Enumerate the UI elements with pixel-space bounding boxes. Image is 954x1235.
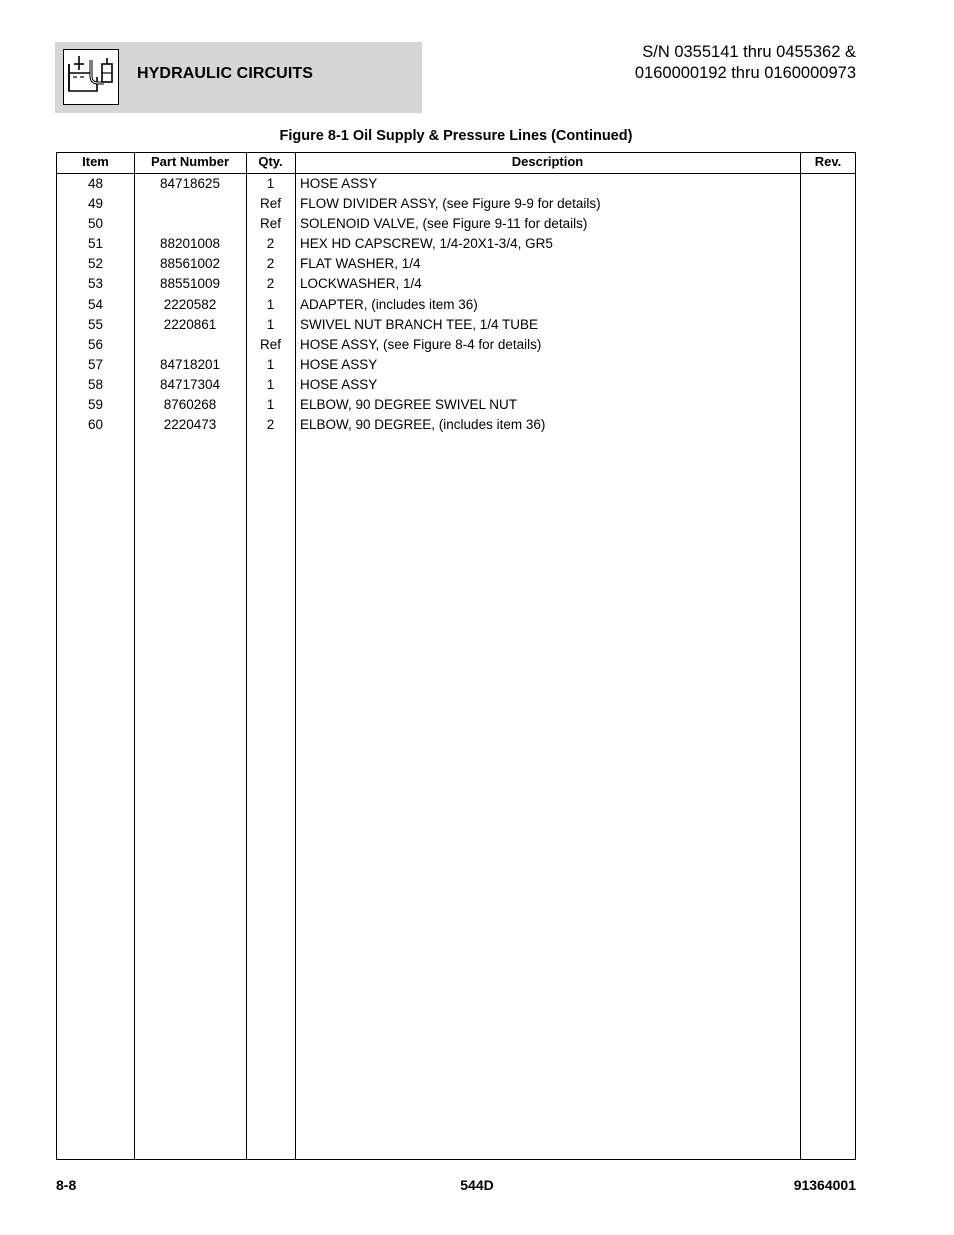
column-header-part-number: Part Number — [150, 154, 230, 169]
part-number-cell: 8760268 — [163, 397, 217, 413]
page-number: 8-8 — [56, 1177, 77, 1193]
table-row — [57, 355, 855, 375]
part-number-cell: 2220473 — [163, 417, 217, 433]
item-cell: 56 — [87, 336, 104, 352]
description-cell: FLOW DIVIDER ASSY, (see Figure 9-9 for details) — [300, 196, 601, 212]
item-cell: 60 — [87, 417, 104, 433]
description-cell: LOCKWASHER, 1/4 — [300, 276, 422, 292]
part-number-cell: 2220861 — [163, 316, 217, 332]
description-cell: SOLENOID VALVE, (see Figure 9-11 for details) — [300, 216, 588, 232]
table-row — [57, 174, 855, 194]
model-name: 544D — [460, 1177, 494, 1193]
item-cell: 59 — [87, 397, 104, 413]
table-row — [57, 415, 855, 435]
table-row — [57, 254, 855, 274]
qty-cell: 2 — [266, 417, 275, 433]
description-cell: HOSE ASSY, (see Figure 8-4 for details) — [300, 336, 542, 352]
item-cell: 48 — [87, 176, 104, 191]
qty-cell: 1 — [266, 356, 275, 372]
serial-line-1: S/N 0355141 thru 0455362 & — [642, 43, 856, 61]
qty-cell: 1 — [266, 176, 275, 191]
table-row — [57, 295, 855, 315]
part-number-cell: 88551009 — [159, 276, 221, 292]
item-cell: 57 — [87, 356, 104, 372]
column-header-description: Description — [511, 154, 584, 169]
hydraulic-reservoir-icon — [63, 49, 119, 105]
part-number-cell: 84717304 — [159, 376, 221, 392]
description-cell: FLAT WASHER, 1/4 — [300, 256, 421, 272]
item-cell: 52 — [87, 256, 104, 272]
item-cell: 54 — [87, 296, 104, 312]
qty-cell: 2 — [266, 256, 275, 272]
qty-cell: 1 — [266, 376, 275, 392]
table-row — [57, 315, 855, 335]
description-cell: HOSE ASSY — [300, 176, 378, 191]
part-number-cell: 84718201 — [159, 356, 221, 372]
part-number-cell: 88561002 — [159, 256, 221, 272]
qty-cell: Ref — [259, 336, 281, 352]
part-number-cell: 88201008 — [159, 236, 221, 252]
qty-cell: Ref — [259, 216, 281, 232]
description-cell: HOSE ASSY — [300, 376, 378, 392]
table-row — [57, 234, 855, 254]
part-number-cell: 2220582 — [163, 296, 217, 312]
description-cell: ADAPTER, (includes item 36) — [300, 296, 478, 312]
table-row — [57, 375, 855, 395]
qty-cell: 2 — [266, 276, 275, 292]
serial-line-2: 0160000192 thru 0160000973 — [634, 64, 856, 82]
table-body — [57, 174, 855, 435]
parts-table — [56, 152, 856, 1160]
qty-cell: Ref — [259, 196, 281, 212]
item-cell: 58 — [87, 376, 104, 392]
figure-title: Figure 8-1 Oil Supply & Pressure Lines (Continued) — [279, 128, 633, 144]
description-cell: SWIVEL NUT BRANCH TEE, 1/4 TUBE — [300, 316, 539, 332]
qty-cell: 1 — [266, 397, 275, 413]
document-number: 91364001 — [793, 1177, 856, 1193]
item-cell: 49 — [87, 196, 104, 212]
table-row — [57, 214, 855, 234]
item-cell: 50 — [87, 216, 104, 232]
qty-cell: 1 — [266, 316, 275, 332]
column-header-qty: Qty. — [258, 154, 283, 169]
qty-cell: 1 — [266, 296, 275, 312]
description-cell: HOSE ASSY — [300, 356, 378, 372]
part-number-cell: 84718625 — [159, 176, 221, 191]
item-cell: 53 — [87, 276, 104, 292]
item-cell: 51 — [87, 236, 104, 252]
description-cell: ELBOW, 90 DEGREE SWIVEL NUT — [300, 397, 518, 413]
item-cell: 55 — [87, 316, 104, 332]
table-row — [57, 335, 855, 355]
table-row — [57, 274, 855, 294]
qty-cell: 2 — [266, 236, 275, 252]
section-title: HYDRAULIC CIRCUITS — [137, 65, 314, 82]
description-cell: HEX HD CAPSCREW, 1/4-20X1-3/4, GR5 — [300, 236, 553, 252]
description-cell: ELBOW, 90 DEGREE, (includes item 36) — [300, 417, 546, 433]
serial-number-range — [635, 42, 856, 84]
table-row — [57, 395, 855, 415]
column-header-rev: Rev. — [814, 154, 842, 169]
column-header-item: Item — [82, 154, 109, 169]
table-row — [57, 194, 855, 214]
